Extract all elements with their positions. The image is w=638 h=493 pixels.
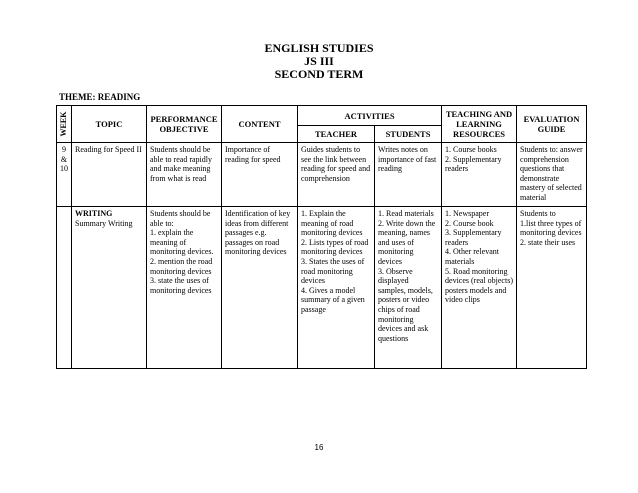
performance-objective-cell: Students should be able to read rapidly and make meaning from what is read (147, 143, 222, 207)
topic-title: WRITING (75, 209, 113, 218)
teacher-activity-cell: 1. Explain the meaning of road monitoring devices 2. Lists types of road monitoring devices 3. States the uses of road monitoring devices 4. Gives a model summary of a given passage (298, 207, 375, 369)
teacher-header: TEACHER (298, 126, 375, 143)
topic-header: TOPIC (72, 106, 147, 143)
student-activity-cell: 1. Read materials 2. Write down the meaning, names and uses of monitoring devices 3. Observe displayed samples, models, posters or video chips of road monitoring devices and ask questions (375, 207, 442, 369)
topic-text: Summary Writing (75, 218, 133, 228)
resources-header: TEACHING AND LEARNING RESOURCES (442, 106, 517, 143)
document-title: ENGLISH STUDIES (264, 41, 374, 55)
theme-heading: THEME: READING (59, 92, 141, 102)
week-cell (57, 207, 72, 369)
activities-header: ACTIVITIES (298, 106, 442, 126)
evaluation-cell: Students to 1.list three types of monitoring devices 2. state their uses (517, 207, 587, 369)
topic-cell (72, 143, 147, 207)
class-level: JS III (304, 54, 334, 68)
student-activity-cell: Writes notes on importance of fast reading (375, 143, 442, 207)
content-cell: Identification of key ideas from different passages e.g. passages on road monitoring devices (222, 207, 298, 369)
evaluation-header: EVALUATION GUIDE (517, 106, 587, 143)
page-number: 16 (314, 443, 324, 452)
content-header: CONTENT (222, 106, 298, 143)
performance-objective-header: PERFORMANCE OBJECTIVE (147, 106, 222, 143)
scheme-of-work-table (56, 105, 587, 369)
topic-text: Reading for Speed II (75, 145, 142, 154)
table-row (57, 143, 587, 207)
students-header: STUDENTS (375, 126, 442, 143)
performance-objective-cell: Students should be able to: 1. explain the meaning of monitoring devices. 2. mention the road monitoring devices 3. state the uses of monitoring devices (147, 207, 222, 369)
resources-cell: 1. Course books 2. Supplementary readers (442, 143, 517, 207)
week-cell: 9 & 10 (57, 143, 72, 207)
week-header-label: WEEK (59, 111, 68, 137)
evaluation-cell: Students to: answer comprehension questions that demonstrate mastery of selected material (517, 143, 587, 207)
content-cell: Importance of reading for speed (222, 143, 298, 207)
resources-cell: 1. Newspaper 2. Course book 3. Supplementary readers 4. Other relevant materials 5. Road monitoring devices (real objects) posters models and video clips (442, 207, 517, 369)
term-label: SECOND TERM (274, 67, 364, 81)
teacher-activity-cell: Guides students to see the link between reading for speed and comprehension (298, 143, 375, 207)
table-row (57, 207, 587, 369)
week-header (57, 106, 72, 143)
topic-cell (72, 207, 147, 369)
